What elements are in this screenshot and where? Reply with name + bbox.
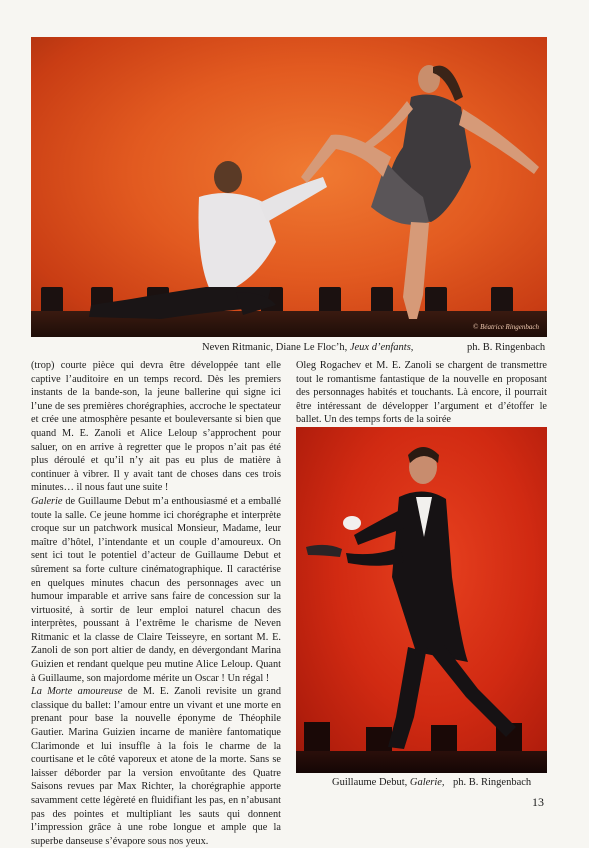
caption-title: Jeux d’enfants, <box>349 342 414 353</box>
paragraph-intro: (trop) courte pièce qui devra être développée tant elle captive l’auditoire en un temps record. Dès les premiers instants de la bande-son, la jeune ballerine qui signe ici l’une de ses premières chorégraphies, accroche le spectateur et crée une atmosphère pesante et bouleversante si bien que quand M. E. Zanoli et Alice Leloup s’approchent pour saluer, on en arrive à regretter que le propos n’ait pas été plus déroulé et qu’il n’y ait pas eu plus de matière à continuer à vibrer. Il y avait tant de choses dans ces trois minutes… il nous faut une suite ! <box>31 360 281 494</box>
left-article-column <box>31 359 281 848</box>
top-photo-caption <box>202 342 413 353</box>
paragraph-galerie: Galerie de Guillaume Debut m’a enthousiasmé et a emballé toute la salle. Ce jeune homme ici chorégraphe et interprète croque sur un patchwork musical Monsieur, Madame, leur maître d’hôtel, l’intendante et un couple d’amoureux. On sent ici tout le potentiel d’acteur de Guillaume Debut et sûrement sa forte culture cinématographique. Il caractérise en quelques minutes chacun des personnages avec un humour imparable et arrive sans faire de concession sur la virtuosité, à sortir de leur emploi naturel chacun des interprètes, poussant à l’extrême le charisme de Neven Ritmanic et la classe de Claire Teisseyre, en sortant M. E. Zanoli de son port altier de dandy, en dévergondant Marina Guizien et rendant quelque peu mutine Alice Leloup. Quant à Guillaume, son majordome mérite un Oscar ! Un régal ! <box>31 495 281 684</box>
dancers-silhouette <box>31 37 547 337</box>
right-article-column <box>296 359 547 427</box>
paragraph-morte-amoureuse: La Morte amoureuse de M. E. Zanoli revisite un grand classique du ballet: l’amour entre un vivant et une morte en prenant pour base la nouvelle éponyme de Théophile Gautier. Marina Guizien incarne de manière fantomatique Clarimonde et lui insuffle à la fois le charme de la courtisane et le côté vaporeux et atone de la morte. Sans se laisser déborder par la version envoûtante des Quatre Saisons revues par Max Richter, la chorégraphie apporte savamment cette légèreté en fluidifiant les pas, en n’abusant pas des pointes et multipliant les sauts qui donnent l’impression grâce à une robe longue et ample que la superbe danseuse s’évapore sous nos yeux. <box>31 686 281 847</box>
work-title-galerie: Galerie <box>31 495 63 507</box>
photo-solo-dancer <box>296 427 547 773</box>
caption-names-right: Guillaume Debut, <box>332 777 410 788</box>
right-photo-caption <box>332 777 445 788</box>
right-photo-credit: ph. B. Ringenbach <box>453 777 532 788</box>
page-number: 13 <box>532 795 544 809</box>
top-photo-credit: ph. B. Ringenbach <box>467 342 546 353</box>
paragraph-continued: Oleg Rogachev et M. E. Zanoli se chargent de transmettre tout le romantisme fantastique de la nouvelle en proposant des personnages habités et touchants. Là encore, il pourrait être intéressant de développer l’argument et d’étoffer le ballet. Un des temps forts de la soirée <box>296 360 547 426</box>
stage-floor-right <box>296 751 547 773</box>
work-title-morte-amoureuse: La Morte amoureuse <box>31 686 123 698</box>
caption-title-right: Galerie, <box>409 777 445 788</box>
photo-dance-duet <box>31 37 547 337</box>
dancer-silhouette <box>296 427 547 773</box>
photo-watermark: © Béatrice Ringenbach <box>473 323 539 331</box>
caption-names: Neven Ritmanic, Diane Le Floc’h, <box>202 342 350 353</box>
